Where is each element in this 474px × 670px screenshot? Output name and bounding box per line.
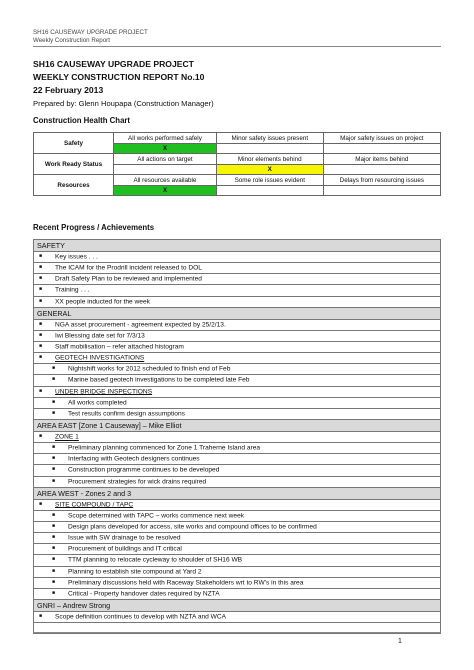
health-empty [323,186,440,196]
list-item: ■ Training . . . [34,285,441,296]
bullet-icon: ■ [52,567,56,574]
header-subtitle: Weekly Construction Report [33,37,110,44]
bullet-icon: ■ [52,365,56,372]
bullet-icon: ■ [52,444,56,451]
health-cell: Minor safety issues present [216,133,323,144]
section-area-east: AREA EAST [Zone 1 Causeway] – Mike Elliot [34,419,441,431]
page-number: 1 [398,638,402,645]
section-area-west: AREA WEST - Zones 2 and 3 [34,487,441,499]
list-item: ■ Iwi Blessing date set for 7/3/13 [34,330,441,341]
health-cell: Major items behind [323,154,440,165]
list-item: ■ Critical - Property handover dates required by NZTA [34,588,441,599]
list-item: ■ Construction programme continues to be developed [34,465,441,476]
list-item: ■ Planning to establish site compound at Yard 2 [34,566,441,577]
list-item: ■ ZONE 1 [34,431,441,442]
health-mark: X [114,186,217,196]
health-cell: All actions on target [114,154,217,165]
running-header [33,29,148,45]
report-date: 22 February 2013 [33,85,104,95]
section-general: GENERAL [34,307,441,319]
health-label-safety: Safety [34,133,114,154]
health-mark: X [114,144,217,154]
bullet-icon: ■ [52,578,56,585]
bullet-icon: ■ [52,398,56,405]
list-item: ■ SITE COMPOUND / TAPC [34,499,441,510]
bullet-icon: ■ [39,331,43,338]
bullet-icon: ■ [39,387,43,394]
health-empty [216,144,323,154]
bullet-icon: ■ [52,455,56,462]
list-item: ■ Procurement strategies for wick drains required [34,476,441,487]
header-rule [33,46,441,47]
section-safety: SAFETY [34,240,441,252]
list-item: ■ Marine based geotech investigations to be completed late Feb [34,375,441,386]
health-cell: Delays from resourcing issues [323,175,440,186]
list-item: ■ Preliminary planning commenced for Zone 1 Traherne Island area [34,443,441,454]
list-item: ■ Staff mobilisation – refer attached histogram [34,341,441,352]
health-cell: All resources available [114,175,217,186]
health-empty [216,186,323,196]
list-item: ■ Design plans developed for access, site works and compound offices to be confirmed [34,521,441,532]
list-item: ■ Scope definition continues to develop with NZTA and WCA [34,611,441,622]
bullet-icon: ■ [52,556,56,563]
health-heading: Construction Health Chart [33,116,131,125]
list-item: ■ Nightshift works for 2012 scheduled to finish end of Feb [34,364,441,375]
health-label-resources: Resources [34,175,114,196]
doc-title: SH16 CAUSEWAY UPGRADE PROJECT [33,59,194,69]
health-cell: Minor elements behind [216,154,323,165]
bullet-icon: ■ [52,589,56,596]
section-gnri: GNRI – Andrew Strong [34,599,441,611]
header-project: SH16 CAUSEWAY UPGRADE PROJECT [33,29,148,36]
health-empty [114,165,217,175]
health-cell: All works performed safely [114,133,217,144]
progress-table [33,239,441,634]
progress-heading: Recent Progress / Achievements [33,223,155,232]
bullet-icon: ■ [39,320,43,327]
list-item: ■ Procurement of buildings and IT critical [34,544,441,555]
report-title: WEEKLY CONSTRUCTION REPORT No.10 [33,72,205,82]
bullet-icon: ■ [39,275,43,282]
health-cell: Some role issues evident [216,175,323,186]
footer-rule [33,632,441,633]
health-empty [323,165,440,175]
bullet-icon: ■ [52,545,56,552]
bullet-icon: ■ [52,511,56,518]
list-item: ■ The ICAM for the Prodrill incident released to DOL [34,263,441,274]
bullet-icon: ■ [52,466,56,473]
health-empty [323,144,440,154]
list-item: ■ TTM planning to relocate cycleway to shoulder of SH16 WB [34,555,441,566]
list-item: ■ GEOTECH INVESTIGATIONS [34,353,441,364]
list-item: ■ Key issues . . . [34,252,441,263]
bullet-icon: ■ [39,297,43,304]
health-mark: X [216,165,323,175]
bullet-icon: ■ [39,286,43,293]
list-item: ■ Issue with SW drainage to be resolved [34,533,441,544]
list-item: ■ Preliminary discussions held with Raceway Stakeholders wrt to RW’s in this area [34,577,441,588]
bullet-icon: ■ [39,253,43,259]
bullet-icon: ■ [52,477,56,484]
bullet-icon: ■ [39,264,43,271]
list-item: ■ All works completed [34,397,441,408]
list-item: ■ Scope determined with TAPC – works commence next week [34,510,441,521]
bullet-icon: ■ [39,432,43,439]
health-chart [33,132,441,196]
health-cell: Major safety issues on project [323,133,440,144]
list-item: ■ Test results confirm design assumptions [34,408,441,419]
bullet-icon: ■ [39,354,43,361]
bullet-icon: ■ [52,409,56,416]
bullet-icon: ■ [52,522,56,529]
list-item: ■ NGA asset procurement - agreement expected by 25/2/13. [34,319,441,330]
bullet-icon: ■ [39,612,43,619]
list-item: ■ Draft Safety Plan to be reviewed and implemented [34,274,441,285]
bullet-icon: ■ [52,376,56,383]
health-label-work-ready: Work Ready Status [34,154,114,175]
list-item: ■ XX people inducted for the week [34,296,441,307]
bullet-icon: ■ [39,342,43,349]
bullet-icon: ■ [52,534,56,541]
list-item: ■ Interfacing with Geotech designers continues [34,454,441,465]
list-item: ■ UNDER BRIDGE INSPECTIONS [34,386,441,397]
prepared-by: Prepared by: Glenn Houpapa (Construction Manager) [33,99,214,108]
bullet-icon: ■ [39,500,43,507]
